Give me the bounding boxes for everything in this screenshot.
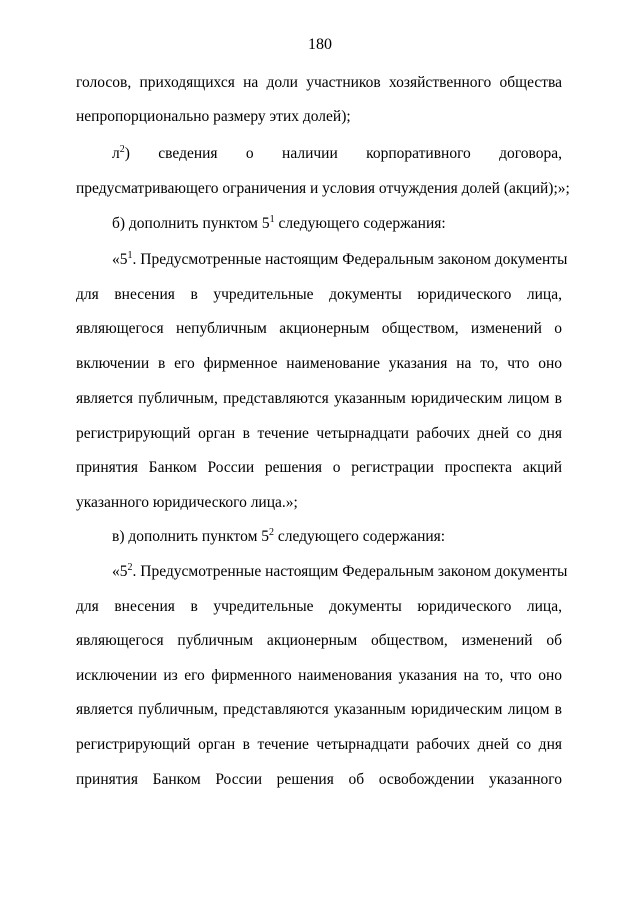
text-line-6: «$5^1$. Предусмотренные настоящим Федеральным законом документы [112, 250, 568, 268]
text-line-18: исключении из его фирменного наименования указания на то, что оно [76, 667, 562, 684]
text-line-7: для внесения в учредительные документы юридического лица, [76, 286, 562, 303]
text-line-20: регистрирующий орган в течение четырнадцати рабочих дней со дня [76, 736, 562, 753]
text-line-9: включении в его фирменное наименование указания на то, что оно [76, 355, 562, 372]
text-line-14: в) дополнить пунктом $5^2$ следующего содержания: [112, 527, 446, 545]
text-line-4: предусматривающего ограничения и условия отчуждения долей (акций);»; [76, 180, 570, 197]
text-line-10: является публичным, представляются указанным юридическим лицом в [76, 390, 562, 407]
text-line-21: принятия Банком России решения об освобождении указанного [76, 771, 562, 788]
text-line-5: б) дополнить пунктом $5^1$ следующего содержания: [112, 214, 446, 232]
text-line-16: для внесения в учредительные документы юридического лица, [76, 598, 562, 615]
text-line-3: $л^2$) сведения о наличии корпоративного договора, [112, 144, 562, 162]
text-line-11: регистрирующий орган в течение четырнадцати рабочих дней со дня [76, 425, 562, 442]
text-line-15: «$5^2$. Предусмотренные настоящим Федеральным законом документы [112, 562, 568, 580]
text-line-12: принятия Банком России решения о регистрации проспекта акций [76, 459, 562, 476]
text-line-2: непропорционально размеру этих долей); [76, 108, 351, 125]
text-line-17: являющегося публичным акционерным обществом, изменений об [76, 632, 562, 649]
text-line-8: являющегося непубличным акционерным обществом, изменений о [76, 320, 562, 337]
text-line-19: является публичным, представляются указанным юридическим лицом в [76, 701, 562, 718]
text-line-1: голосов, приходящихся на доли участников хозяйственного общества [76, 74, 562, 91]
text-line-13: указанного юридического лица.»; [76, 494, 298, 511]
page-number: 180 [308, 36, 332, 53]
